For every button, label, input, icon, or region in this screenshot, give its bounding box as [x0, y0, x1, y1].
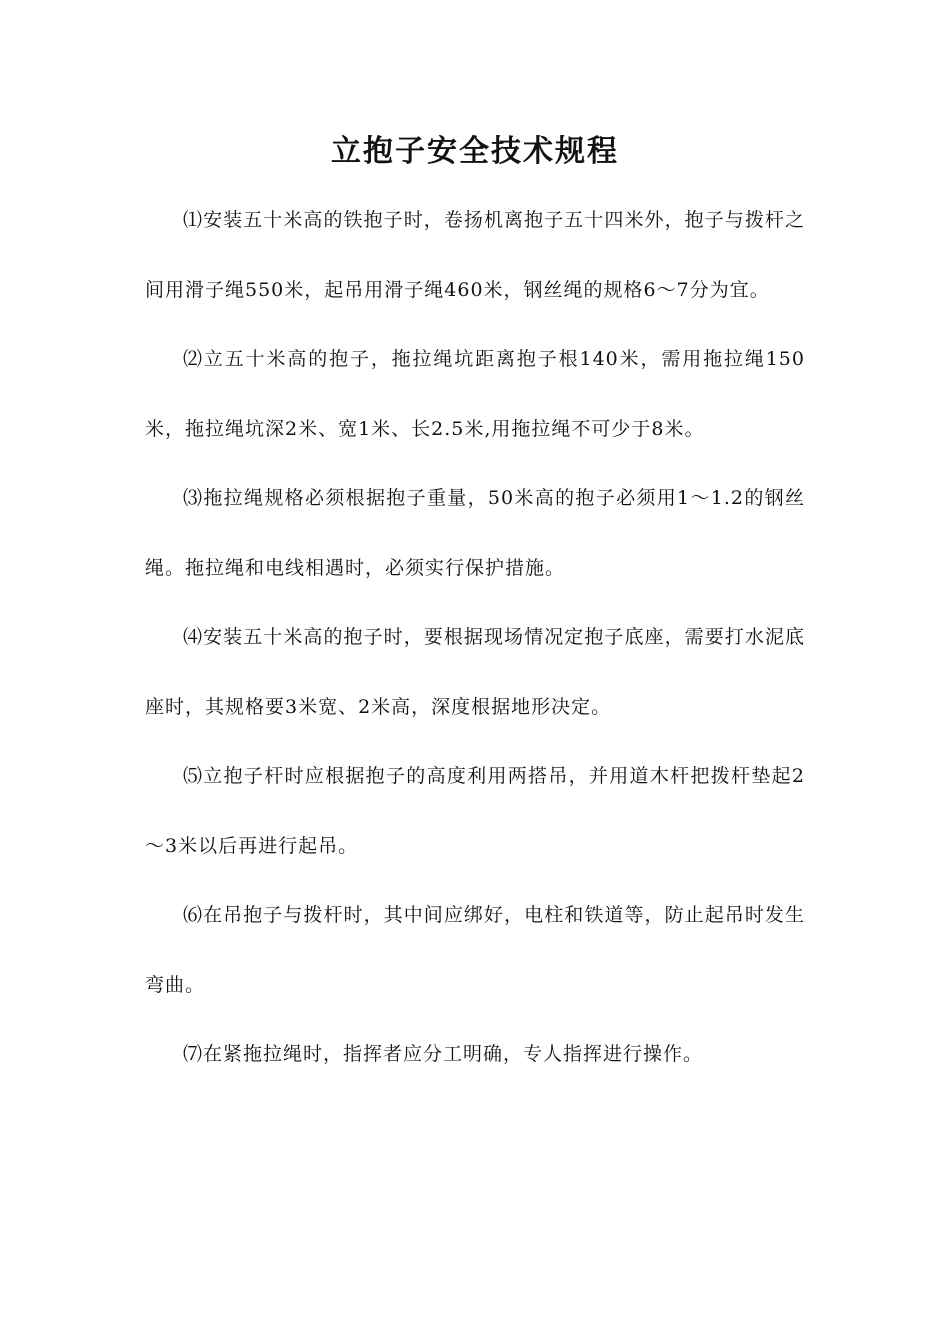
paragraph-3: ⑶拖拉绳规格必须根据抱子重量，50米高的抱子必须用1～1.2的钢丝绳。拖拉绳和电线相遇时，必须实行保护措施。	[145, 487, 805, 579]
paragraph-4: ⑷安装五十米高的抱子时，要根据现场情况定抱子底座，需要打水泥底座时，其规格要3米宽、2米高，深度根据地形决定。	[145, 626, 805, 718]
document-body	[145, 186, 805, 1090]
paragraph-7: ⑺在紧拖拉绳时，指挥者应分工明确，专人指挥进行操作。	[183, 1043, 704, 1065]
paragraph-2: ⑵立五十米高的抱子，拖拉绳坑距离抱子根140米，需用拖拉绳150米，拖拉绳坑深2米、宽1米、长2.5米,用拖拉绳不可少于8米。	[145, 348, 805, 440]
paragraph-6: ⑹在吊抱子与拨杆时，其中间应绑好，电柱和铁道等，防止起吊时发生弯曲。	[145, 904, 805, 996]
paragraph-5: ⑸立抱子杆时应根据抱子的高度利用两搭吊，并用道木杆把拨杆垫起2～3米以后再进行起吊。	[145, 765, 805, 857]
paragraph-1: ⑴安装五十米高的铁抱子时，卷扬机离抱子五十四米外，抱子与拨杆之间用滑子绳550米，起吊用滑子绳460米，钢丝绳的规格6～7分为宜。	[145, 209, 805, 301]
document-title: 立抱子安全技术规程	[331, 134, 619, 169]
